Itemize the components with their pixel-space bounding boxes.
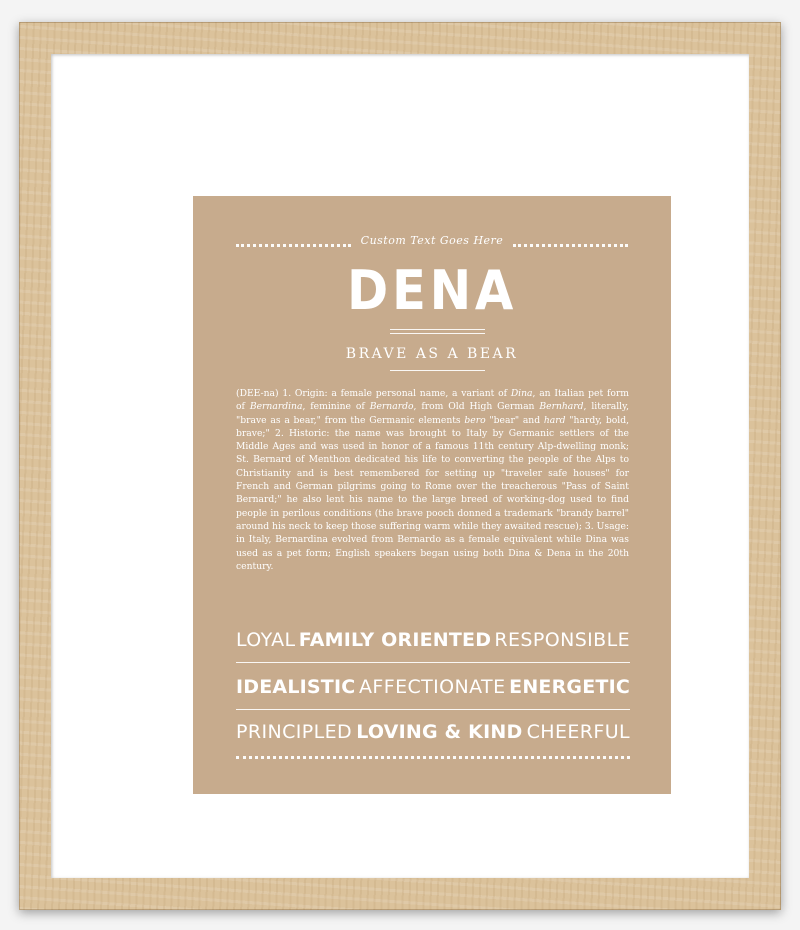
definition-term: Bernhard xyxy=(539,401,584,413)
meaning-underline xyxy=(390,370,485,371)
name-underline-1 xyxy=(390,329,485,330)
bottom-dotted-rule xyxy=(236,756,630,759)
name-underline-2 xyxy=(390,333,485,334)
trait-row-3 xyxy=(236,715,630,749)
trait-divider-1 xyxy=(236,662,630,663)
definition-text: , an Italian pet form of xyxy=(236,388,629,413)
definition-text: , from Old High German xyxy=(413,401,540,413)
trait-word: ENERGETIC xyxy=(509,676,630,698)
definition-text: "bear" and xyxy=(485,414,544,426)
definition-term: Dina xyxy=(510,388,533,399)
trait-word: LOYAL xyxy=(236,629,296,651)
trait-row-2 xyxy=(236,670,630,704)
print-name: DENA xyxy=(347,259,517,322)
trait-word: IDEALISTIC xyxy=(236,676,356,698)
name-meaning: BRAVE AS A BEAR xyxy=(345,346,519,362)
definition-term: Bernardina xyxy=(249,401,303,413)
definition-term: Bernardo xyxy=(369,401,414,413)
top-left-dotted-rule xyxy=(236,244,351,247)
definition-text: , feminine of xyxy=(302,401,370,413)
definition-term: bero xyxy=(464,414,486,426)
trait-row-1 xyxy=(236,623,630,657)
wood-frame xyxy=(19,22,781,910)
trait-word: PRINCIPLED xyxy=(236,721,353,743)
definition-text: (DEE-na) 1. Origin: a female personal name, a variant of xyxy=(236,388,511,399)
name-definition xyxy=(236,387,629,573)
white-mat xyxy=(51,54,749,878)
trait-word: RESPONSIBLE xyxy=(494,629,630,651)
name-print xyxy=(193,196,671,794)
custom-text: Custom Text Goes Here xyxy=(360,234,504,247)
top-right-dotted-rule xyxy=(513,244,628,247)
trait-word: LOVING & KIND xyxy=(356,721,523,743)
trait-divider-2 xyxy=(236,709,630,710)
definition-text: , literally, "brave as a bear," from the Germanic elements xyxy=(236,401,630,426)
trait-word: CHEERFUL xyxy=(526,721,630,743)
trait-word: AFFECTIONATE xyxy=(359,676,506,698)
definition-text: "hardy, bold, brave;" 2. Historic: the name was brought to Italy by Germanic settlers of the Middle Ages and was used in honor of a famous 11th century Alp-dwelling monk; St. Bernard of Menthon dedicated his life to converting the people of the Alps to Christianity and is best remembered for setting up "traveler safe houses" for French and German pilgrims going to Rome over the treacherous "Pass of Saint Bernard;" he also lent his name to the large breed of working-dog used to find people in perilous conditions (the brave pooch donned a trademark "brandy barrel" around his neck to keep those suffering warm while they awaited rescue); 3. Usage: in Italy, Bernardina evolved from Bernardo as a female equivalent while Dina was used as a pet form; English speakers began using both Dina & Dena in the 20th century. xyxy=(236,414,630,572)
definition-term: hard xyxy=(543,414,566,426)
trait-word: FAMILY ORIENTED xyxy=(298,629,492,651)
